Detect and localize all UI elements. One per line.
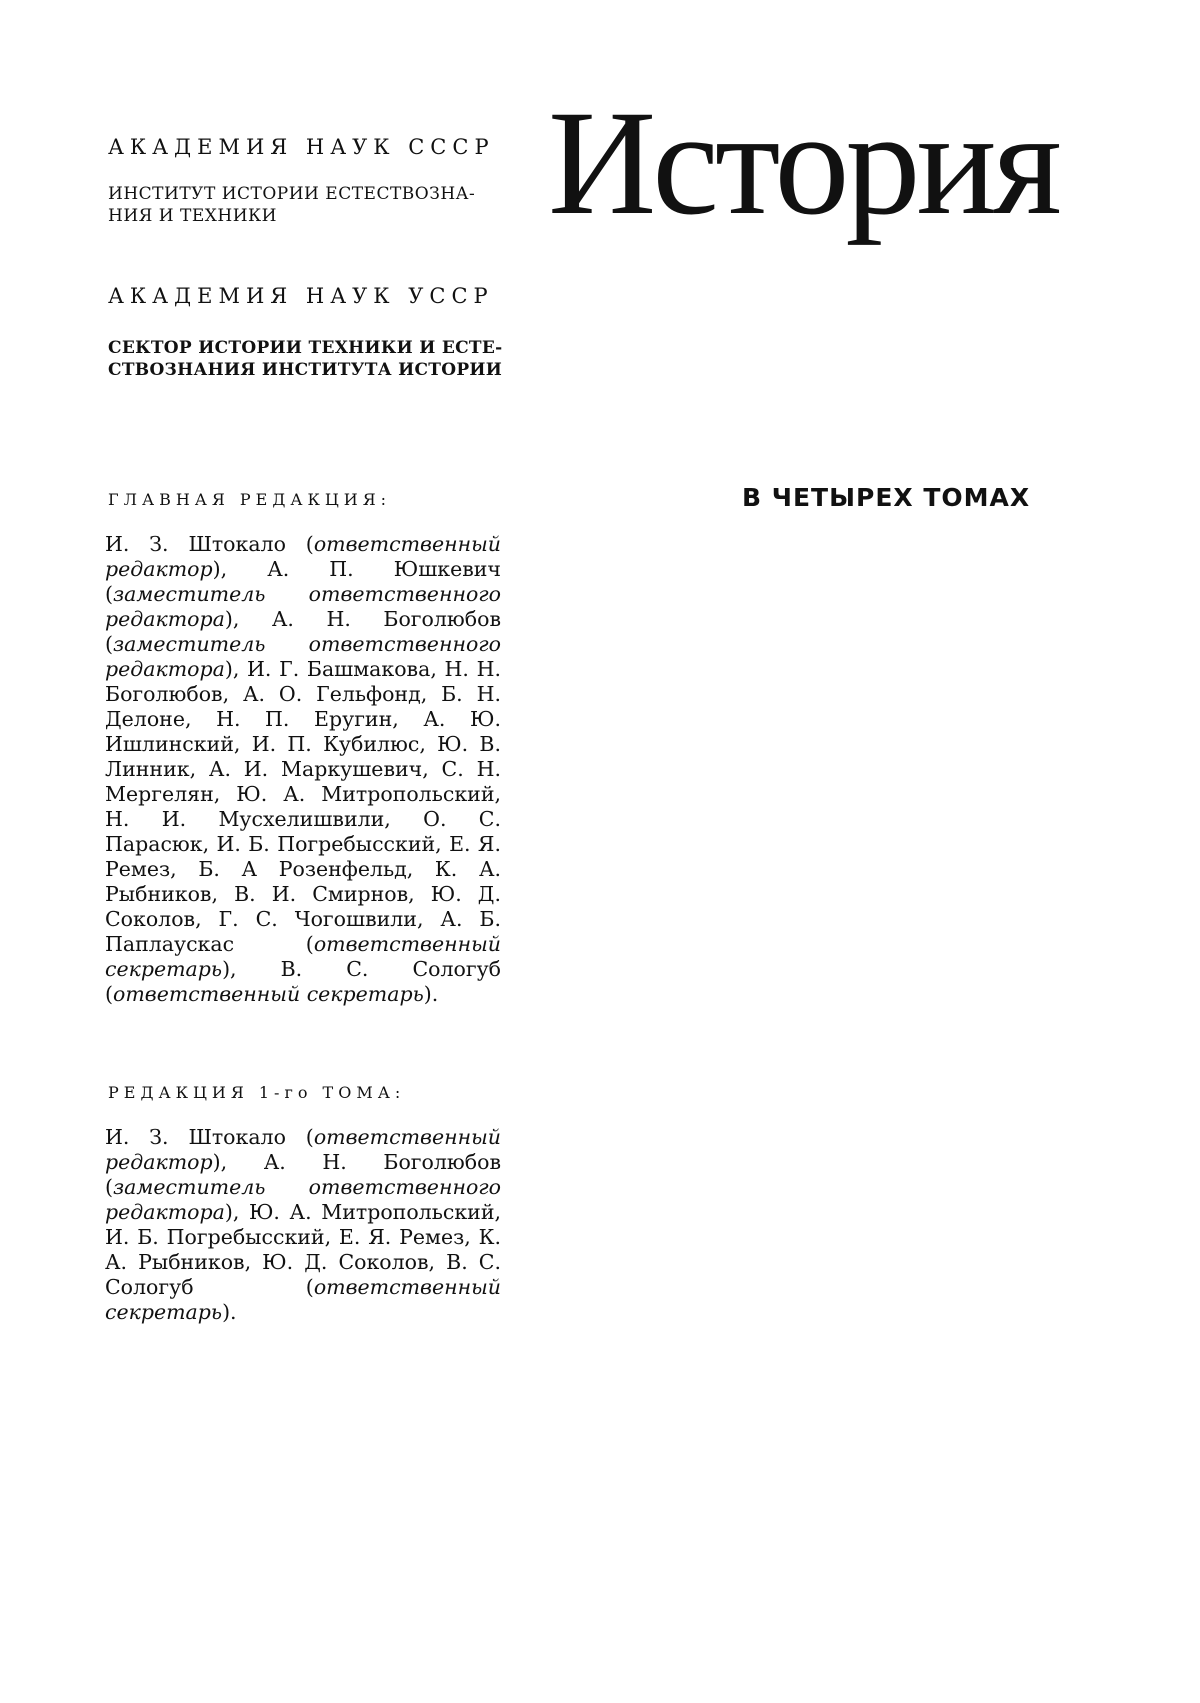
chief-editorial-heading: ГЛАВНАЯ РЕДАКЦИЯ: (108, 490, 392, 509)
chief-editorial-list (105, 532, 501, 1007)
volume_editorial-run: ), Ю. А. Митропольский, И. Б. Погребысский, Е. Я. Ремез, К. А. Рыбников, Ю. Д. Соколов, В. С. Сологуб ( (105, 1200, 501, 1299)
chief_editorial-run: ), А. П. Юшкевич ( (105, 557, 501, 606)
volume_editorial-run: И. З. Штокало ( (105, 1125, 314, 1149)
chief_editorial-run: ), И. Г. Башмакова, Н. Н. Боголюбов, А. О. Гельфонд, Б. Н. Делоне, Н. П. Еругин, А. Ю. Ишлинский, И. П. Кубилюс, Ю. В. Линник, А. И. Маркушевич, С. Н. Мергелян, Ю. А. Митропольский, Н. И. Мусхелишвили, О. С. Парасюк, И. Б. Погребысский, Е. Я. Ремез, Б. А Розенфельд, К. А. Рыбников, В. И. Смирнов, Ю. Д. Соколов, Г. С. Чогошвили, А. Б. Паплаускас ( (105, 657, 501, 956)
volume-editorial-text (105, 1125, 501, 1325)
institute-history-science-tech: ИНСТИТУТ ИСТОРИИ ЕСТЕСТВОЗНА- НИЯ И ТЕХНИКИ (108, 184, 476, 226)
chief_editorial-run: заместитель ответственного редактора (105, 632, 501, 681)
chief_editorial-run: заместитель ответственного редактора (105, 582, 501, 631)
chief_editorial-run: ответственный секретарь (105, 932, 501, 981)
volume_editorial-run: ). (222, 1300, 237, 1324)
volume-editorial-heading: РЕДАКЦИЯ 1-го ТОМА: (108, 1083, 406, 1102)
chief_editorial-run: ), А. Н. Боголюбов ( (105, 607, 501, 656)
chief_editorial-run: ), В. С. Сологуб ( (105, 957, 501, 1006)
chief-editorial-text (105, 532, 501, 1007)
book-title: История (548, 80, 1058, 246)
chief_editorial-run: ответственный секретарь (113, 982, 424, 1006)
volume_editorial-run: ответственный секретарь (105, 1275, 501, 1324)
chief_editorial-run: ответственный редактор (105, 532, 501, 581)
academy-ukssr-title: АКАДЕМИЯ НАУК УССР (108, 284, 494, 308)
chief_editorial-run: ). (423, 982, 439, 1006)
volumes-subtitle: В ЧЕТЫРЕХ ТОМАХ (742, 483, 1031, 512)
volume_editorial-run: заместитель ответственного редактора (105, 1175, 501, 1224)
academy-ussr-title: АКАДЕМИЯ НАУК СССР (108, 135, 495, 159)
sector-history-tech: СЕКТОР ИСТОРИИ ТЕХНИКИ И ЕСТЕ- СТВОЗНАНИЯ ИНСТИТУТА ИСТОРИИ (108, 338, 503, 380)
volume-editorial-list (105, 1125, 501, 1325)
volume_editorial-run: ), А. Н. Боголюбов ( (105, 1150, 501, 1199)
chief_editorial-run: И. З. Штокало ( (105, 532, 314, 556)
volume_editorial-run: ответственный редактор (105, 1125, 501, 1174)
